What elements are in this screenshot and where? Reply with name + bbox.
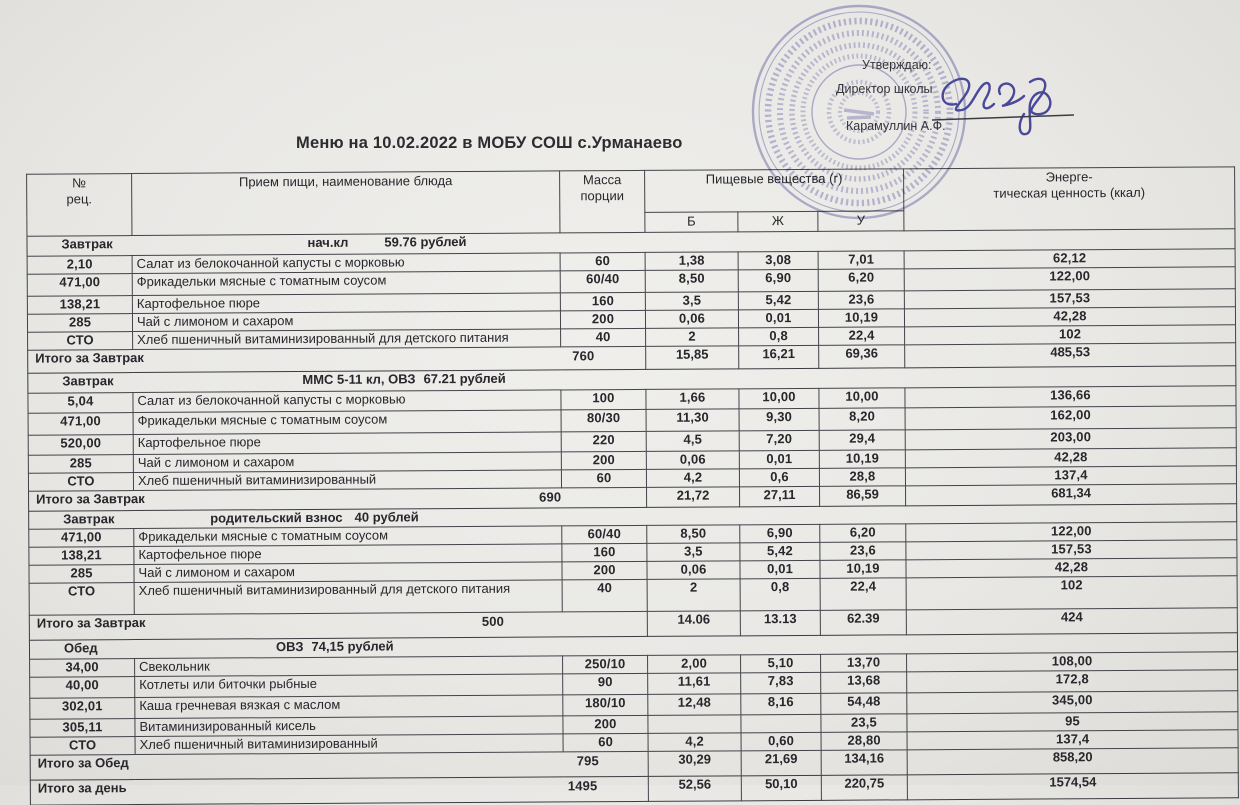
- fat-cell: 10,00: [739, 388, 819, 408]
- approval-role-label: Директор школы: [836, 82, 933, 96]
- protein-cell: [648, 714, 741, 733]
- protein-cell: 0,06: [645, 310, 738, 329]
- total-mass: 1495: [567, 777, 598, 793]
- protein-cell: 4,5: [646, 431, 739, 452]
- protein-cell: 0,06: [646, 451, 739, 470]
- total-label: Итого за Завтрак: [35, 349, 144, 366]
- fat-cell: 7,20: [739, 430, 819, 450]
- recipe-number-cell: СТО: [30, 736, 135, 755]
- protein-cell: 11,30: [646, 409, 739, 432]
- kcal-cell: 203,00: [905, 428, 1236, 450]
- mass-cell: 100: [561, 389, 646, 410]
- total-label: Итого за день: [37, 779, 127, 796]
- total-carb-cell: 69,36: [819, 345, 905, 369]
- mass-cell: 40: [561, 328, 646, 347]
- fat-cell: 0,01: [740, 560, 820, 578]
- fat-cell: 6,90: [740, 524, 820, 542]
- kcal-cell: 136,66: [905, 386, 1236, 408]
- recipe-number-cell: 520,00: [28, 434, 133, 455]
- dish-name-cell: Фрикадельки мясные с томатным соусом: [134, 526, 562, 547]
- fat-cell: 0,8: [740, 578, 820, 610]
- recipe-number-cell: 302,01: [30, 697, 135, 719]
- dish-name-cell: Свекольник: [135, 655, 563, 676]
- header-portion-mass: Масса порции: [560, 170, 645, 233]
- section-group-label: ММС 5-11 кл, ОВЗ: [302, 371, 416, 387]
- dish-name-cell: Картофельное пюре: [133, 432, 561, 455]
- carb-cell: 28,80: [821, 731, 907, 750]
- protein-cell: 2: [646, 328, 739, 347]
- kcal-cell: 42,28: [905, 448, 1236, 468]
- dish-name-cell: Салат из белокочанной капусты с морковью: [133, 390, 561, 413]
- total-protein-cell: 15,85: [646, 346, 739, 370]
- dish-name-cell: Фрикадельки мясные с томатным соусом: [133, 410, 561, 435]
- header-protein: Б: [645, 212, 738, 233]
- section-group-label: ОВЗ: [275, 638, 304, 654]
- approval-approve-label: Утверждаю:: [862, 58, 932, 72]
- mass-cell: 60: [563, 733, 648, 752]
- header-dish-name: Прием пищи, наименование блюда: [132, 171, 560, 236]
- protein-cell: 8,50: [645, 270, 738, 293]
- header-recipe-number: № рец.: [27, 174, 132, 237]
- kcal-cell: 345,00: [907, 690, 1238, 713]
- total-protein-cell: 14.06: [647, 610, 740, 636]
- protein-cell: 0,06: [647, 560, 740, 579]
- menu-table: [26, 166, 1239, 805]
- carb-cell: 28,8: [819, 468, 905, 487]
- carb-cell: 22,4: [819, 327, 905, 346]
- protein-cell: 2,00: [648, 654, 741, 673]
- kcal-cell: 102: [906, 575, 1237, 609]
- dish-name-cell: Чай с лимоном и сахаром: [133, 452, 561, 473]
- dish-name-cell: Салат из белокочанной капусты с морковью: [132, 253, 560, 274]
- kcal-cell: 162,00: [905, 406, 1236, 430]
- recipe-number-cell: 285: [28, 454, 133, 473]
- carb-cell: 22,4: [820, 577, 906, 610]
- recipe-number-cell: 285: [29, 564, 134, 583]
- mass-cell: 160: [562, 543, 647, 561]
- fat-cell: 0,8: [739, 327, 819, 345]
- protein-cell: 1,38: [645, 252, 738, 271]
- total-kcal-cell: 858,20: [907, 747, 1238, 774]
- kcal-cell: 137,4: [905, 466, 1236, 486]
- header-energy-value: Энерге- тическая ценность (ккал): [904, 167, 1235, 231]
- total-carb-cell: 134,16: [821, 749, 907, 775]
- carb-cell: 13,70: [821, 653, 907, 672]
- recipe-number-cell: СТО: [28, 331, 133, 350]
- fat-cell: 0,01: [738, 309, 818, 327]
- recipe-number-cell: 305,11: [30, 718, 135, 737]
- mass-cell: 250/10: [563, 655, 648, 674]
- total-mass: 795: [576, 752, 599, 768]
- protein-cell: 4,2: [648, 732, 741, 751]
- carb-cell: 6,20: [820, 524, 906, 542]
- recipe-number-cell: 40,00: [30, 676, 135, 698]
- recipe-number-cell: 471,00: [29, 528, 134, 547]
- mass-cell: 60/40: [562, 525, 647, 543]
- recipe-number-cell: 471,00: [27, 273, 132, 296]
- total-kcal-cell: 681,34: [906, 484, 1237, 506]
- menu-table-header: [27, 167, 1235, 236]
- mass-cell: 160: [560, 292, 645, 311]
- mass-cell: 200: [561, 451, 646, 469]
- mass-cell: 200: [563, 715, 648, 734]
- protein-cell: 11,61: [648, 672, 741, 694]
- protein-cell: 2: [647, 578, 740, 611]
- mass-cell: 90: [563, 673, 648, 695]
- total-mass: 690: [539, 489, 562, 505]
- fat-cell: 0,6: [739, 468, 819, 486]
- dish-name-cell: Хлеб пшеничный витаминизированный для детского питания: [133, 329, 561, 350]
- dish-name-cell: Фрикадельки мясные с томатным соусом: [132, 271, 560, 296]
- recipe-number-cell: 471,00: [28, 412, 133, 435]
- dish-name-cell: Каша гречневая вязкая с маслом: [135, 694, 563, 718]
- carb-cell: 10,19: [818, 309, 904, 327]
- total-fat-cell: 13.13: [740, 610, 820, 635]
- carb-cell: 8,20: [819, 408, 905, 431]
- carb-cell: 29,4: [819, 430, 905, 451]
- mass-cell: 80/30: [561, 409, 646, 432]
- recipe-number-cell: 138,21: [27, 295, 132, 314]
- section-price-label: 74,15 рублей: [311, 638, 394, 654]
- dish-name-cell: Котлеты или биточки рыбные: [135, 673, 563, 697]
- mass-cell: 60/40: [560, 270, 645, 293]
- section-meal-label: Завтрак: [63, 510, 115, 527]
- total-fat-cell: 16,21: [739, 345, 819, 368]
- total-label: Итого за Завтрак: [36, 490, 145, 507]
- mass-cell: 220: [561, 431, 646, 452]
- protein-cell: 8,50: [647, 525, 740, 544]
- recipe-number-cell: 138,21: [29, 546, 134, 565]
- dish-name-cell: Чай с лимоном и сахаром: [134, 562, 562, 583]
- mass-cell: 60: [560, 252, 645, 270]
- fat-cell: 3,08: [738, 251, 818, 269]
- total-kcal-cell: 1574,54: [907, 772, 1238, 799]
- menu-table-body: [27, 229, 1238, 805]
- kcal-cell: 108,00: [907, 651, 1238, 671]
- total-label: Итого за Обед: [37, 754, 129, 771]
- mass-cell: 200: [560, 310, 645, 328]
- kcal-cell: 62,12: [904, 249, 1235, 269]
- dish-name-cell: Хлеб пшеничный витаминизированный для детского питания: [134, 579, 562, 614]
- carb-cell: 10,19: [820, 559, 906, 577]
- total-protein-cell: 21,72: [647, 487, 740, 508]
- fat-cell: 5,42: [738, 291, 818, 309]
- total-mass: 760: [572, 348, 595, 364]
- recipe-number-cell: СТО: [29, 582, 134, 615]
- section-group-label: нач.кл: [307, 234, 349, 250]
- mass-cell: 60: [561, 469, 646, 488]
- total-protein-cell: 52,56: [648, 775, 741, 801]
- kcal-cell: 102: [905, 325, 1236, 345]
- recipe-number-cell: 5,04: [28, 392, 133, 413]
- kcal-cell: 42,28: [906, 557, 1237, 577]
- protein-cell: 1,66: [646, 389, 739, 410]
- dish-name-cell: Картофельное пюре: [132, 293, 560, 314]
- protein-cell: 4,2: [646, 469, 739, 488]
- total-carb-cell: 220,75: [821, 774, 907, 800]
- carb-cell: 10,00: [819, 388, 905, 409]
- fat-cell: 8,16: [741, 693, 821, 714]
- kcal-cell: 137,4: [907, 729, 1238, 749]
- total-carb-cell: 62.39: [820, 609, 906, 635]
- fat-cell: 5,10: [741, 654, 821, 672]
- total-fat-cell: 27,11: [740, 486, 820, 506]
- approval-director-name: Карамуллин А.Ф.: [846, 119, 946, 133]
- kcal-cell: 42,28: [904, 307, 1235, 327]
- fat-cell: 9,30: [739, 408, 819, 430]
- carb-cell: 23,6: [818, 291, 904, 310]
- recipe-number-cell: 34,00: [30, 658, 135, 677]
- total-fat-cell: 50,10: [741, 775, 821, 800]
- fat-cell: 0,60: [741, 732, 821, 750]
- recipe-number-cell: СТО: [28, 472, 133, 491]
- kcal-cell: 157,53: [904, 289, 1235, 309]
- dish-name-cell: Витаминизированный кисель: [135, 715, 563, 736]
- recipe-number-cell: 285: [27, 313, 132, 332]
- header-nutrients-group: Пищевые вещества (г): [645, 169, 904, 213]
- mass-cell: 180/10: [563, 694, 648, 716]
- total-mass: 500: [481, 613, 505, 629]
- section-group-label: родительский взнос: [210, 509, 343, 526]
- director-signature-icon: [926, 60, 1086, 140]
- protein-cell: 3,5: [645, 292, 738, 311]
- kcal-cell: 122,00: [904, 267, 1235, 291]
- kcal-cell: 157,53: [906, 539, 1237, 559]
- kcal-cell: 95: [907, 711, 1238, 731]
- mass-cell: 200: [562, 561, 647, 579]
- carb-cell: 13,68: [821, 671, 907, 693]
- section-meal-label: Завтрак: [62, 373, 114, 389]
- kcal-cell: 172,8: [907, 669, 1238, 692]
- fat-cell: 7,83: [741, 672, 821, 693]
- section-price-label: 67.21 рублей: [423, 370, 506, 387]
- page-title: Меню на 10.02.2022 в МОБУ СОШ с.Урманаево: [296, 134, 683, 152]
- carb-cell: 6,20: [818, 269, 904, 292]
- section-meal-label: Завтрак: [61, 236, 113, 252]
- dish-name-cell: Картофельное пюре: [134, 544, 562, 565]
- protein-cell: 3,5: [647, 543, 740, 562]
- kcal-cell: 122,00: [906, 522, 1237, 542]
- header-carb: У: [818, 211, 904, 232]
- total-kcal-cell: 424: [906, 607, 1237, 634]
- fat-cell: 6,90: [738, 269, 818, 291]
- section-price-label: 59.76 рублей: [384, 234, 467, 250]
- fat-cell: [741, 714, 821, 732]
- recipe-number-cell: 2,10: [27, 256, 132, 275]
- total-label: Итого за Завтрак: [36, 614, 146, 631]
- header-fat: Ж: [738, 211, 818, 231]
- dish-name-cell: Хлеб пшеничный витаминизированный: [135, 733, 563, 754]
- dish-name-cell: Чай с лимоном и сахаром: [132, 311, 560, 332]
- mass-cell: 40: [562, 579, 647, 612]
- carb-cell: 7,01: [818, 251, 904, 269]
- carb-cell: 23,5: [821, 713, 907, 732]
- carb-cell: 54,48: [821, 692, 907, 714]
- carb-cell: 23,6: [820, 542, 906, 560]
- carb-cell: 10,19: [819, 450, 905, 468]
- dish-name-cell: Хлеб пшеничный витаминизированный: [133, 470, 561, 491]
- total-kcal-cell: 485,53: [905, 343, 1236, 368]
- section-price-label: 40 рублей: [354, 509, 419, 525]
- fat-cell: 5,42: [740, 542, 820, 560]
- total-protein-cell: 30,29: [648, 750, 741, 776]
- total-carb-cell: 86,59: [820, 486, 906, 507]
- fat-cell: 0,01: [739, 450, 819, 468]
- total-fat-cell: 21,69: [741, 750, 821, 775]
- protein-cell: 12,48: [648, 693, 741, 715]
- section-meal-label: Обед: [63, 639, 98, 656]
